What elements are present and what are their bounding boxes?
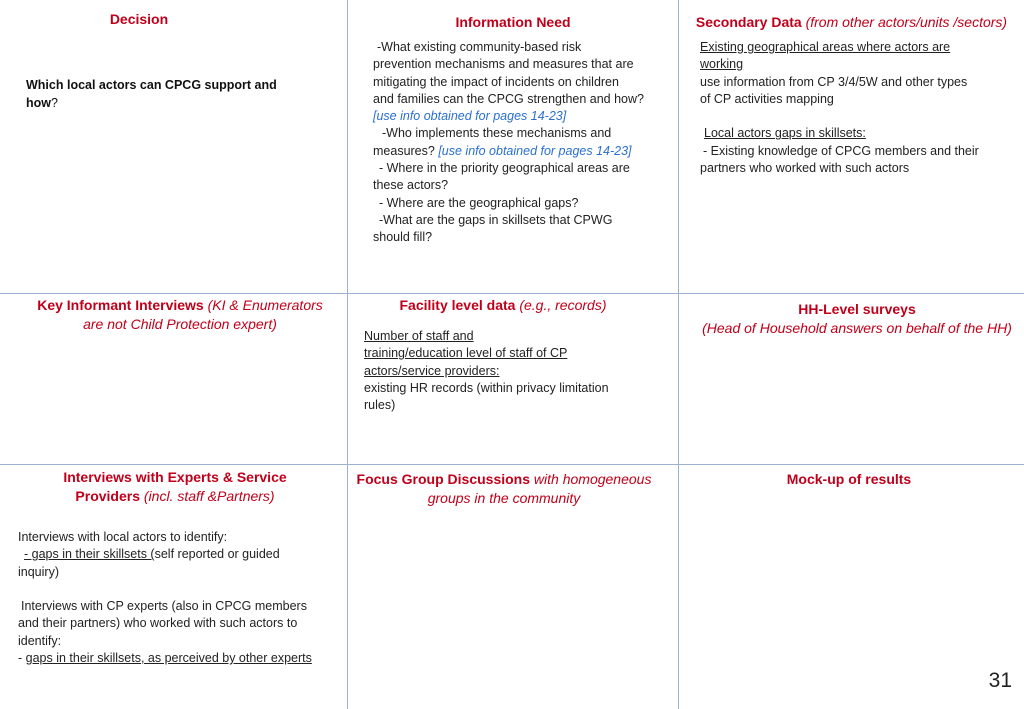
experts-heading [0,468,350,506]
decision-cell [0,10,278,29]
info-need-line: -What existing community-based risk [377,40,582,54]
info-need-line: - Where in the priority geographical areas are [379,161,630,176]
mockup-cell [679,470,1019,489]
grid-divider-vertical-2 [678,0,679,709]
info-need-line: should fill? [373,230,433,245]
experts-line: identify: [18,633,62,648]
experts-cell [0,468,350,506]
experts-line: self reported or guided [154,547,280,562]
info-need-line: prevention mechanisms and measures that are [373,57,634,72]
fgd-title: Focus Group Discussions [356,471,531,487]
secondary-data-note: (from other actors/units /sectors) [805,14,1008,30]
mockup-heading: Mock-up of results [786,471,912,487]
grid-divider-horizontal-2 [0,464,1024,465]
hh-surveys-heading [690,300,1024,338]
info-need-reference: [use info obtained for pages 14-23] [373,109,567,124]
secondary-data-cell [679,13,1024,32]
secondary-data-line: - Existing knowledge of CPCG members and their [703,143,979,158]
hh-surveys-cell [690,300,1024,338]
key-informant-cell [0,296,360,334]
decision-question-line: how [26,95,51,110]
info-need-reference: [use info obtained for pages 14-23] [438,143,632,158]
facility-line: rules) [364,398,396,413]
facility-cell [348,296,658,315]
spacer [700,108,1020,125]
hh-surveys-title: HH-Level surveys [798,301,916,317]
key-informant-heading [0,296,360,334]
info-need-line: mitigating the impact of incidents on children [373,74,619,89]
decision-question-mark: ? [51,95,58,110]
secondary-data-line: Local actors gaps in skillsets: [704,126,866,141]
secondary-data-heading [679,13,1024,32]
fgd-heading [348,470,660,508]
info-need-line: and families can the CPCG strengthen and how? [373,91,644,106]
fgd-cell [348,470,660,508]
secondary-data-line: working [700,57,744,72]
info-need-line: -What are the gaps in skillsets that CPWG [379,212,613,227]
decision-question [26,77,326,112]
information-need-heading: Information Need [455,14,571,30]
decision-heading: Decision [109,11,169,27]
facility-body [364,328,664,414]
key-informant-note: (KI & Enumerators [207,297,323,313]
info-need-line: - Where are the geographical gaps? [379,195,579,210]
experts-line: - [18,651,26,666]
info-need-line: -Who implements these mechanisms and [382,126,612,141]
spacer [18,581,343,598]
decision-question-line: Which local actors can CPCG support and [26,78,277,92]
page-number: 31 [988,669,1012,692]
secondary-data-body [700,39,1020,177]
facility-line: existing HR records (within privacy limitation [364,380,609,395]
fgd-note: with homogeneous [533,471,652,487]
key-informant-note: are not Child Protection expert) [83,316,277,332]
experts-line: - gaps in their skillsets ( [24,547,155,562]
experts-line: Interviews with CP experts (also in CPCG members [21,599,307,614]
experts-title: Interviews with Experts & Service [63,469,287,485]
facility-line: Number of staff and [364,329,474,343]
hh-surveys-note: (Head of Household answers on behalf of the HH) [702,320,1012,336]
info-need-line: these actors? [373,178,449,193]
secondary-data-line: Existing geographical areas where actors are [700,40,951,54]
secondary-data-line: of CP activities mapping [700,91,834,106]
experts-title: Providers [75,488,140,504]
facility-heading [348,296,658,315]
information-need-cell [348,13,678,32]
grid-divider-horizontal-1 [0,293,1024,294]
experts-body [18,529,343,667]
secondary-data-line: partners who worked with such actors [700,161,910,176]
experts-note: (incl. staff &Partners) [143,488,275,504]
facility-title: Facility level data [399,297,516,313]
experts-line: Interviews with local actors to identify: [18,530,228,544]
fgd-note: groups in the community [427,490,581,506]
info-need-line: measures? [373,143,435,158]
facility-line: actors/service providers: [364,363,500,378]
secondary-data-title: Secondary Data [695,14,802,30]
experts-line: gaps in their skillsets, as perceived by other experts [25,651,312,666]
secondary-data-line: use information from CP 3/4/5W and other types [700,74,968,89]
facility-note: (e.g., records) [519,297,607,313]
experts-line: inquiry) [18,564,59,579]
information-need-body [373,39,673,247]
grid-divider-vertical-1 [347,0,348,709]
facility-line: training/education level of staff of CP [364,346,568,361]
key-informant-title: Key Informant Interviews [37,297,204,313]
experts-line: and their partners) who worked with such actors to [18,616,298,631]
